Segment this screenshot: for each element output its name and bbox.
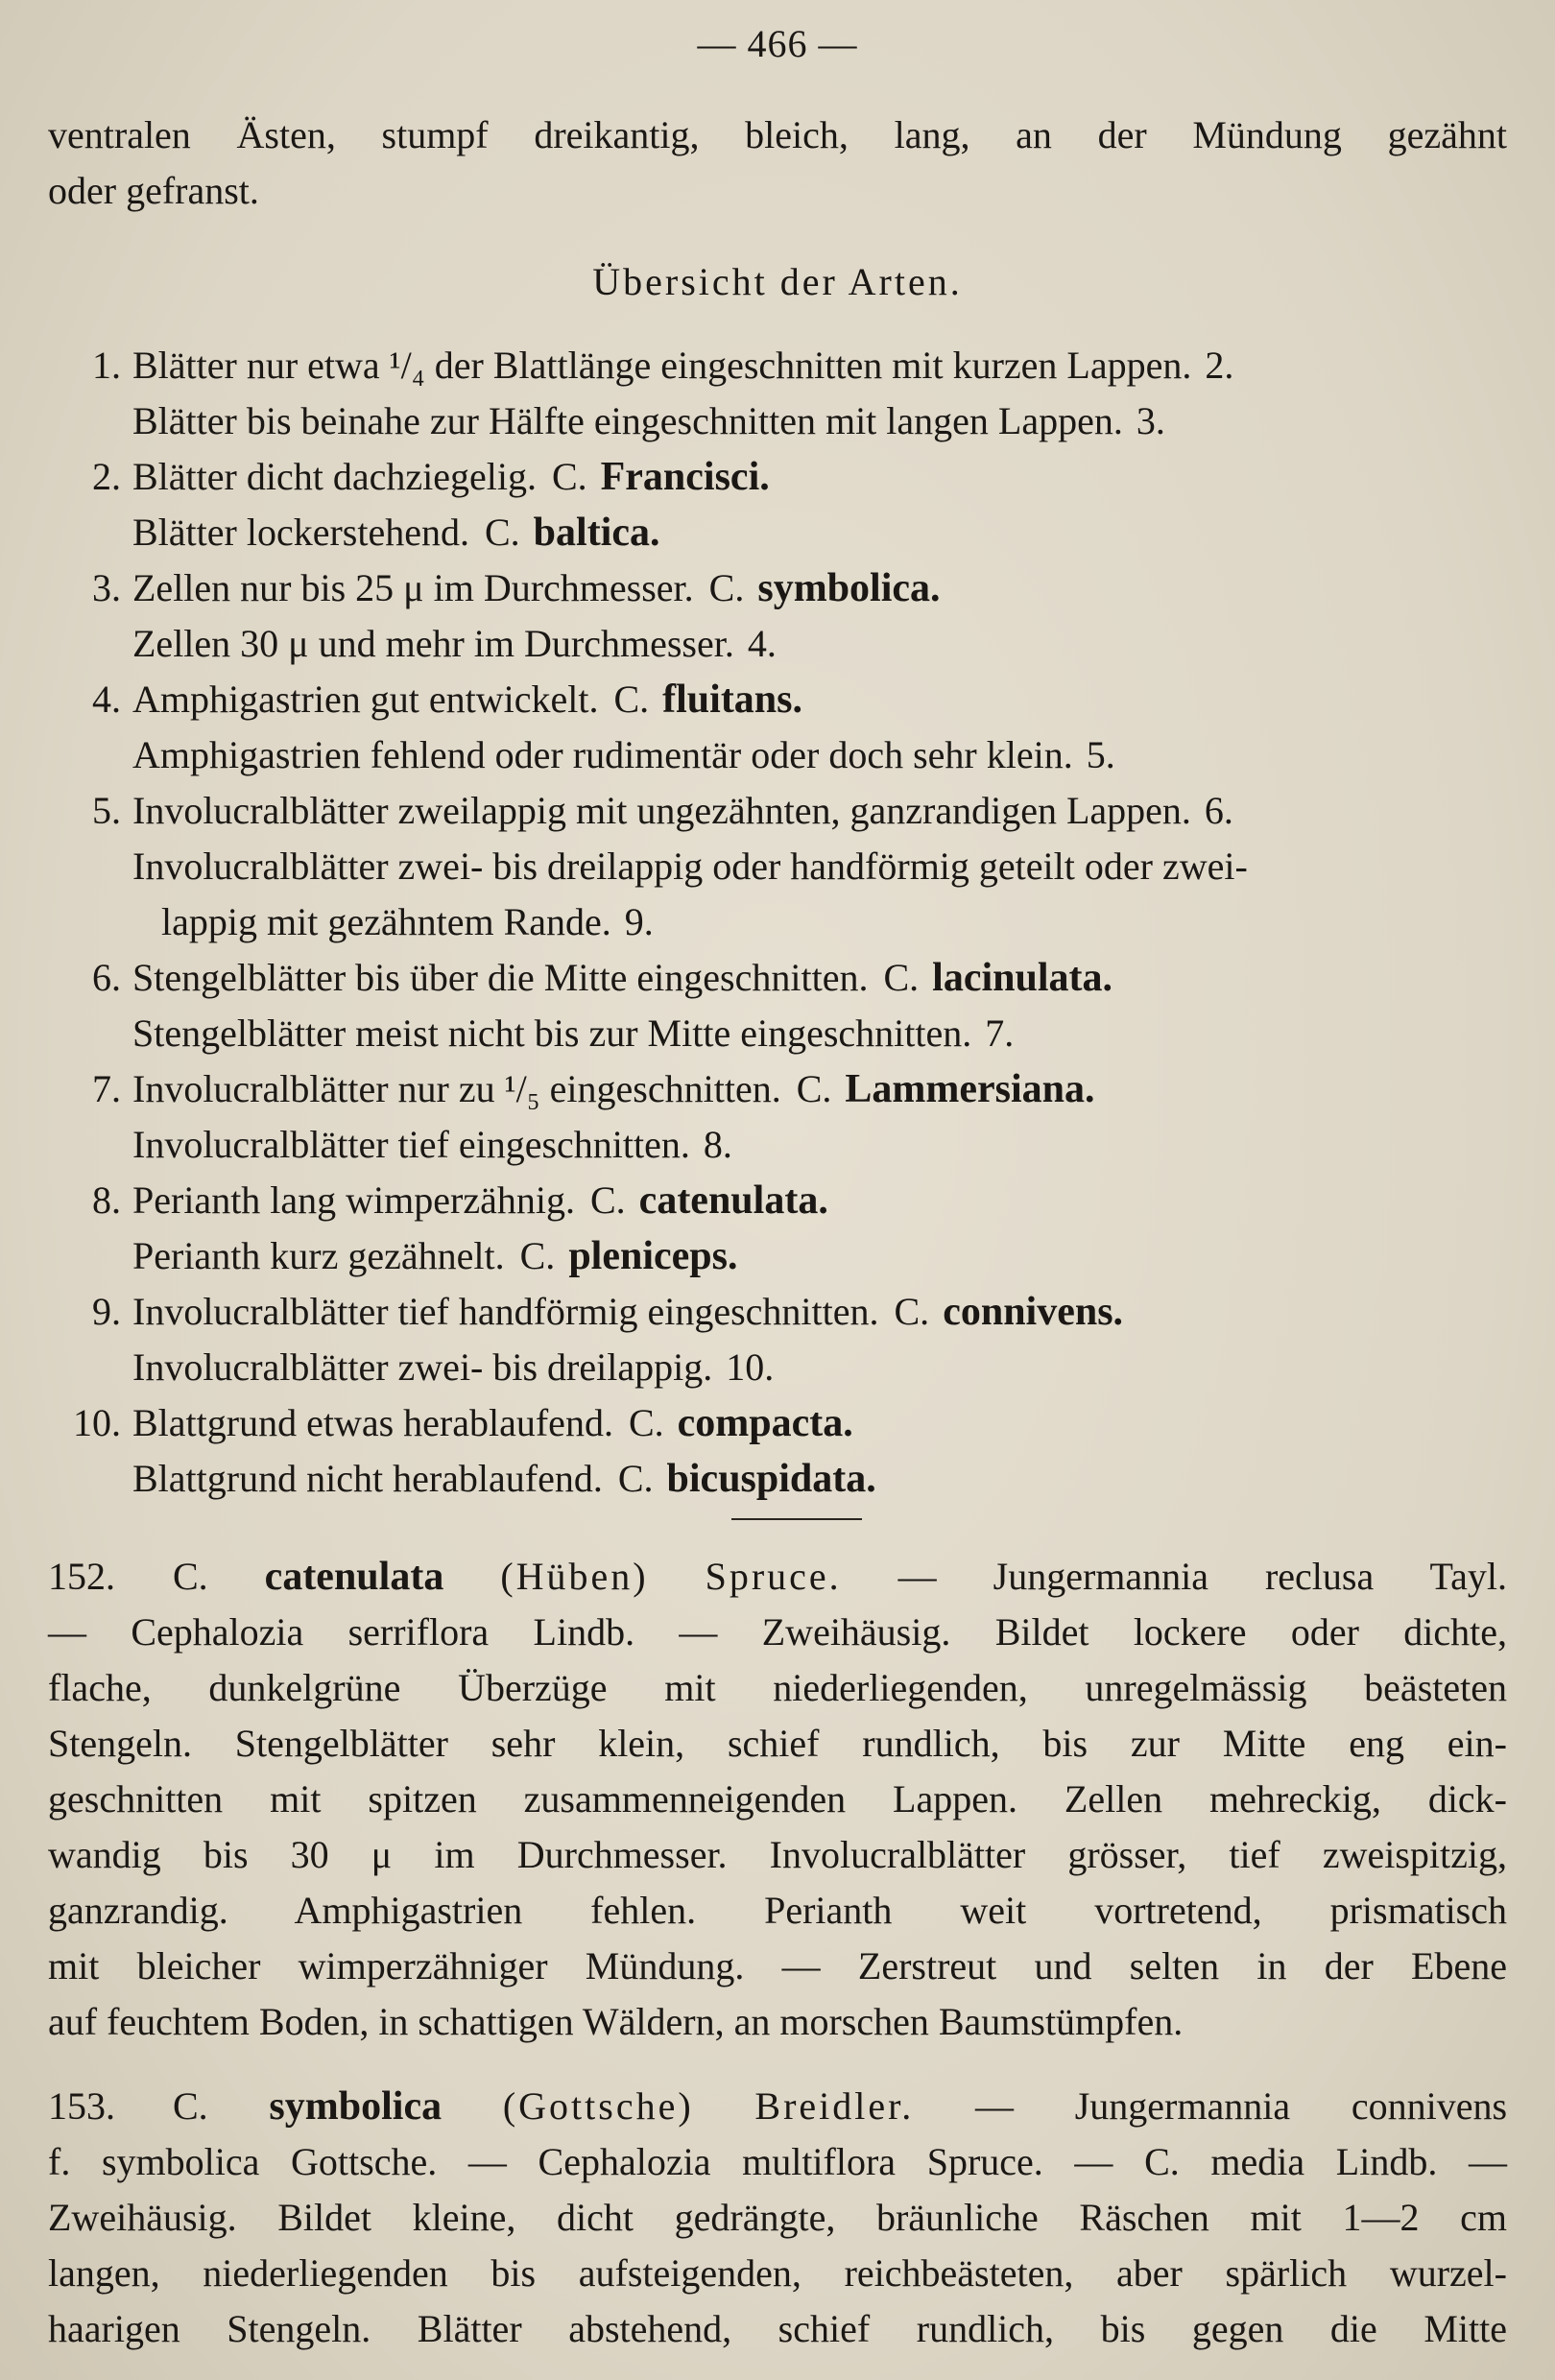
body-line: f. symbolica Gottsche. — Cephalozia multiflora Spruce. — C. media Lindb. — [48,2140,1507,2183]
genus-abbr: C. [894,1290,930,1333]
key-text: Blätter nur etwa ¹/₄ der Blattlänge eingeschnitten mit kurzen Lappen. [132,344,1192,387]
key-reference: 6. [1204,789,1233,832]
key-reference: 3. [1136,399,1165,442]
key-row [48,950,1526,1006]
key-row [48,1006,1526,1061]
key-row [48,1228,1526,1284]
species-152-entry [48,1549,1507,2050]
genus-abbr: C. [628,1401,664,1444]
species-number: 152. [48,1555,115,1598]
key-text: Involucralblätter zwei- bis dreilappig oder handförmig geteilt oder zwei- [132,845,1248,888]
key-reference: 9. [624,900,654,943]
genus-abbr: C. [551,455,587,498]
species-name: symbolica [269,2084,443,2129]
author-a: (Gottsche) [502,2084,694,2128]
key-taxon: Lammersiana. [845,1067,1095,1111]
key-text: Involucralblätter zweilappig mit ungezähnten, ganzrandigen Lappen. [132,789,1191,832]
key-text: Involucralblätter zwei- bis dreilappig. [132,1345,713,1389]
key-number: 6. [92,956,121,999]
key-taxon: pleniceps. [568,1234,738,1278]
key-taxon: catenulata. [638,1178,828,1223]
key-number: 4. [92,678,121,721]
synonym-text: — Jungermannia connivens [974,2084,1508,2128]
page-number: — 466 — [697,22,858,65]
key-number: 3. [92,566,121,609]
key-reference: 8. [703,1123,732,1166]
species-153-body [48,2134,1507,2357]
key-text: Zellen 30 μ und mehr im Durchmesser. [132,622,734,665]
key-row [48,616,1526,672]
intro-line: ventralen Ästen, stumpf dreikantig, bleich, lang, an der Mündung gezähnt [48,113,1507,156]
genus-abbr: C. [617,1457,654,1500]
genus-abbr: C. [173,2084,208,2128]
key-number: 7. [92,1067,121,1110]
genus-abbr: C. [613,678,650,721]
key-text: Amphigastrien fehlend oder rudimentär oder doch sehr klein. [132,733,1073,776]
key-row [48,338,1526,393]
species-152-first-line [48,1549,1507,1605]
key-reference: 5. [1086,733,1115,776]
key-taxon: lacinulata. [932,956,1113,1000]
key-text: Blattgrund nicht herablaufend. [132,1457,603,1500]
key-text: Involucralblätter tief eingeschnitten. [132,1123,690,1166]
author-b: Spruce. [705,1555,842,1598]
body-line: mit bleicher wimperzähniger Mündung. — Zerstreut und selten in der Ebene [48,1944,1507,1987]
key-row [48,894,1526,950]
synonym-text: — Jungermannia reclusa Tayl. [897,1555,1508,1598]
body-line: ganzrandig. Amphigastrien fehlen. Perianth weit vortretend, prismatisch [48,1889,1507,1932]
body-line: Stengeln. Stengelblätter sehr klein, schief rundlich, bis zur Mitte eng ein- [48,1722,1507,1765]
key-row [48,560,1526,616]
key-number: 2. [92,455,121,498]
species-name: catenulata [264,1555,444,1599]
key-reference: 2. [1205,344,1234,387]
species-key [48,338,1526,1507]
key-taxon: Francisci. [600,455,770,499]
key-row [48,505,1526,560]
key-row [48,839,1526,894]
key-text: Blätter dicht dachziegelig. [132,455,537,498]
body-line: Zweihäusig. Bildet kleine, dicht gedrängte, bräunliche Räschen mit 1—2 cm [48,2196,1507,2239]
body-line: auf feuchtem Boden, in schattigen Wäldern, an morschen Baumstümpfen. [48,2000,1184,2043]
key-text: Amphigastrien gut entwickelt. [132,678,599,721]
key-text: Perianth lang wimperzähnig. [132,1178,575,1222]
genus-abbr: C. [519,1234,556,1277]
genus-abbr: C. [484,511,520,554]
body-line: wandig bis 30 μ im Durchmesser. Involucralblätter grösser, tief zweispitzig, [48,1833,1507,1876]
key-text: lappig mit gezähntem Rande. [161,900,611,943]
key-taxon: fluitans. [662,678,803,722]
key-row [48,1061,1526,1117]
key-text: Stengelblätter bis über die Mitte eingeschnitten. [132,956,869,999]
key-taxon: baltica. [533,511,660,555]
key-heading: Übersicht der Arten. [592,260,963,303]
key-row [48,672,1526,727]
key-taxon: compacta. [677,1401,853,1445]
genus-abbr: C. [173,1555,208,1598]
key-text: Perianth kurz gezähnelt. [132,1234,505,1277]
key-taxon: bicuspidata. [666,1457,876,1501]
species-153-first-line [48,2079,1507,2134]
species-number: 153. [48,2084,115,2128]
key-row [48,1451,1526,1507]
species-153-entry [48,2079,1507,2357]
author-b: Breidler. [754,2084,915,2128]
key-reference: 10. [726,1345,775,1389]
author-a: (Hüben) [500,1555,649,1598]
key-text: Involucralblätter nur zu ¹/₅ eingeschnitten. [132,1067,781,1110]
genus-abbr: C. [883,956,920,999]
key-text: Blätter lockerstehend. [132,511,469,554]
key-row [48,727,1526,783]
body-line: geschnitten mit spitzen zusammenneigenden Lappen. Zellen mehreckig, dick- [48,1777,1507,1821]
key-text: Blattgrund etwas herablaufend. [132,1401,613,1444]
key-number: 10. [73,1401,121,1444]
body-line: langen, niederliegenden bis aufsteigenden, reichbeästeten, aber spärlich wurzel- [48,2251,1507,2295]
key-text: Stengelblätter meist nicht bis zur Mitte eingeschnitten. [132,1012,972,1055]
genus-abbr: C. [796,1067,832,1110]
key-row [48,393,1526,449]
genus-abbr: C. [589,1178,626,1222]
intro-paragraph [48,107,1507,219]
body-line: haarigen Stengeln. Blätter abstehend, schief rundlich, bis gegen die Mitte [48,2307,1507,2350]
key-text: Involucralblätter tief handförmig eingeschnitten. [132,1290,879,1333]
key-number: 5. [92,789,121,832]
key-row [48,1173,1526,1228]
intro-line: oder gefranst. [48,169,259,212]
key-text: Blätter bis beinahe zur Hälfte eingeschnitten mit langen Lappen. [132,399,1123,442]
key-reference: 4. [747,622,777,665]
key-row [48,1284,1526,1340]
key-row [48,1340,1526,1395]
key-row [48,783,1526,839]
species-152-body [48,1605,1507,2050]
key-number: 1. [92,344,121,387]
genus-abbr: C. [708,566,745,609]
key-text: Zellen nur bis 25 μ im Durchmesser. [132,566,694,609]
body-line: — Cephalozia serriflora Lindb. — Zweihäusig. Bildet lockere oder dichte, [48,1610,1507,1654]
key-taxon: connivens. [943,1290,1124,1334]
key-row [48,1117,1526,1173]
key-taxon: symbolica. [757,566,941,610]
key-row [48,1395,1526,1451]
key-number: 8. [92,1178,121,1222]
section-divider [731,1518,862,1520]
key-reference: 7. [985,1012,1015,1055]
key-row [48,449,1526,505]
body-line: flache, dunkelgrüne Überzüge mit niederliegenden, unregelmässig beästeten [48,1666,1507,1709]
key-number: 9. [92,1290,121,1333]
